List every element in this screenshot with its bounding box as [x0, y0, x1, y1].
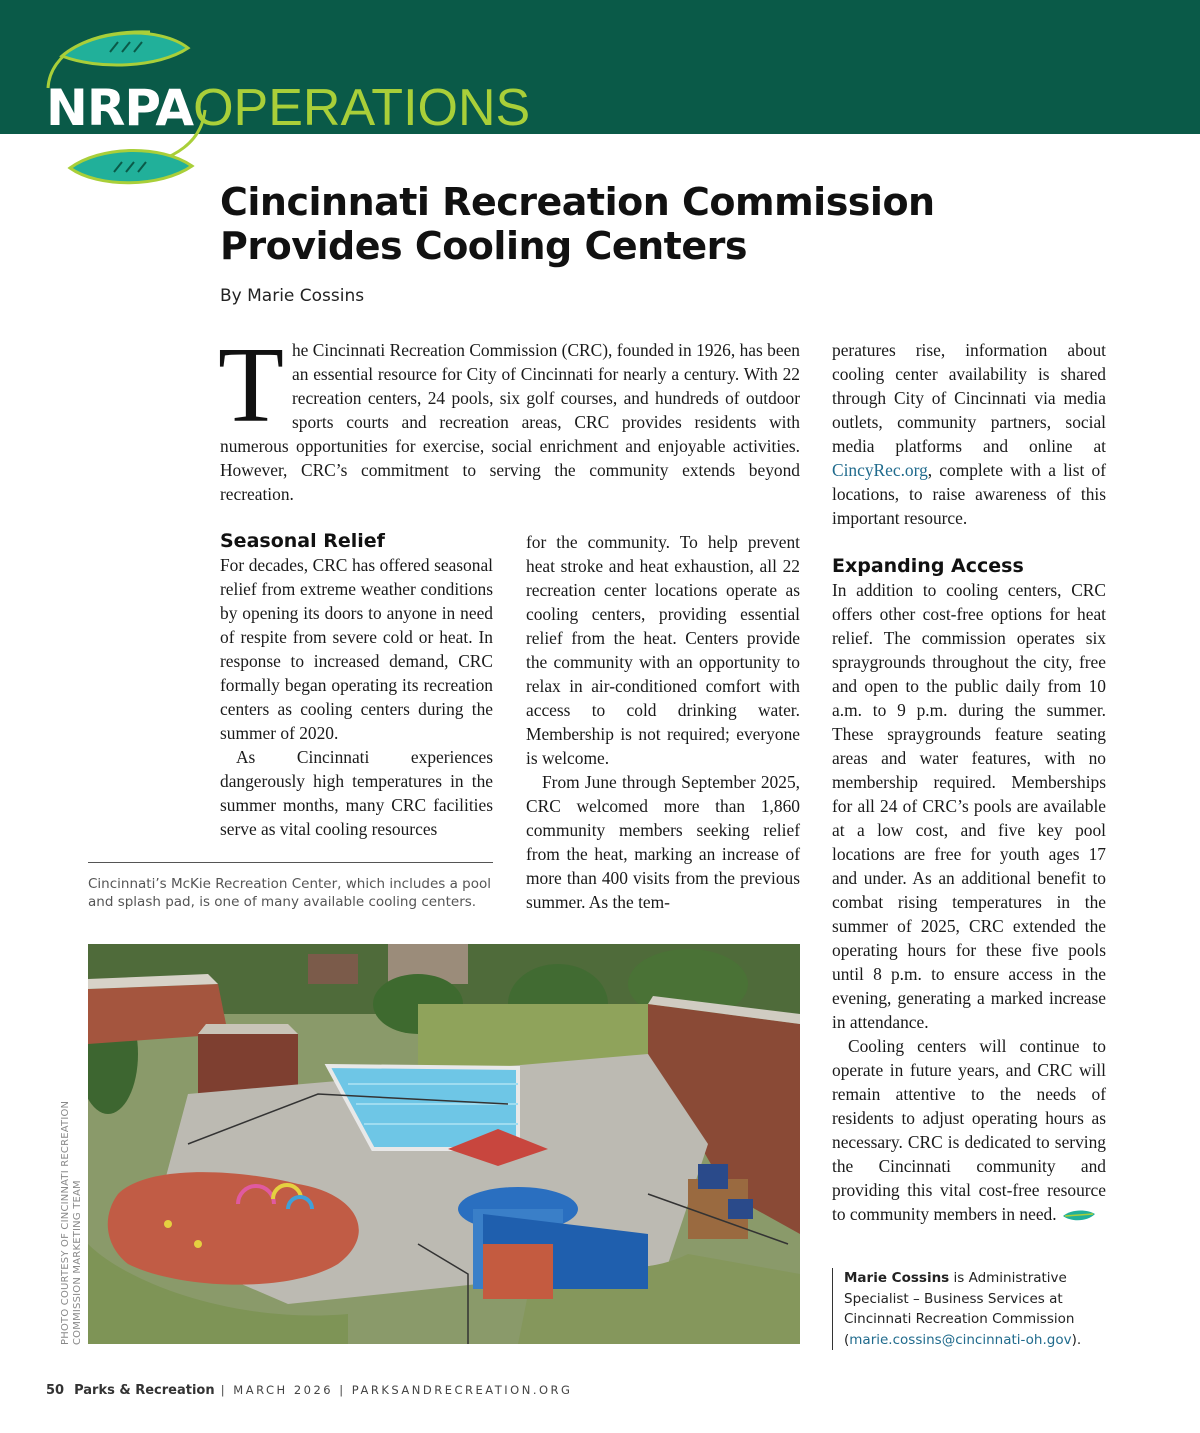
- photo-credit-line: PHOTO COURTESY OF CINCINNATI RECREATION: [60, 1100, 71, 1345]
- bio-text: is Administrative Specialist – Business Services at Cincinnati Recreation Commission (: [844, 1270, 1075, 1348]
- drop-cap: T: [218, 326, 284, 445]
- article-intro: [218, 326, 800, 506]
- brand-light: OPERATIONS: [193, 79, 531, 137]
- text-run: peratures rise, information about cooling center availability is shared through City of Cincinnati via media outlets, community partners, social media platforms and online at: [832, 340, 1106, 456]
- paragraph: for the community. To help prevent heat stroke and heat exhaustion, all 22 recreation center locations operate as cooling centers, providing essential relief from the heat. Centers provide the community with an opportunity to relax in air-conditioned comfort with access to cold drinking water. Membership is not required; everyone is welcome.: [526, 532, 800, 768]
- article-title: Cincinnati Recreation Commission Provides Cooling Centers: [220, 180, 935, 268]
- paragraph: From June through September 2025, CRC welcomed more than 1,860 community members seeking relief from the heat, marking an increase of more than 400 visits from the previous summer. As the tem-: [526, 772, 800, 912]
- section-brand: [46, 78, 530, 138]
- paragraph: In addition to cooling centers, CRC offers other cost-free options for heat relief. The commission operates six spraygrounds throughout the city, free and open to the public daily from 10 a.m. to 9 p.m. during the summer. These spraygrounds feature seating areas and water features, with no membership required. Memberships for all 24 of CRC’s pools are available at a low cost, and five key pool locations are free for youth ages 17 and under. As an additional benefit to combat rising temperatures in the summer of 2025, CRC extended the operating hours for these five pools until 8 p.m. to ensure access in the evening, generating a marked increase in attendance.: [832, 580, 1106, 1032]
- text-run: , complete with a list of locations, to raise awareness of this important resource.: [832, 460, 1106, 528]
- article-byline: By Marie Cossins: [220, 286, 365, 306]
- intro-text: he Cincinnati Recreation Commission (CRC), founded in 1926, has been an essential resource for City of Cincinnati for nearly a century. With 22 recreation centers, 24 pools, six golf courses, and hundreds of outdoor sports courts and recreation areas, CRC provides residents with numerous opportunities for exercise, social enrichment and enjoyable activities. However, CRC’s commitment to serving the community extends beyond recreation.: [220, 340, 800, 504]
- photo-credit-line: COMMISSION MARKETING TEAM: [72, 1180, 83, 1345]
- column-1: [220, 529, 493, 841]
- section-heading-seasonal-relief: Seasonal Relief: [220, 530, 385, 552]
- brand-bold: NRPA: [46, 79, 194, 137]
- cincyrec-link[interactable]: CincyRec.org: [832, 460, 928, 480]
- section-heading-expanding-access: Expanding Access: [832, 555, 1024, 577]
- photo-caption: Cincinnati’s McKie Recreation Center, which includes a pool and splash pad, is one of many available cooling centers.: [88, 876, 491, 910]
- author-email-link[interactable]: marie.cossins@cincinnati-oh.gov: [849, 1331, 1072, 1348]
- aerial-photo-recreation-center: [88, 944, 800, 1344]
- end-leaf-icon: [1061, 1209, 1097, 1223]
- paragraph: For decades, CRC has offered seasonal relief from extreme weather conditions by opening its doors to anyone in need of respite from severe cold or heat. In response to increased demand, CRC formally began operating its recreation centers as cooling centers during the summer of 2020.: [220, 555, 493, 743]
- photo-credit: [60, 1101, 84, 1345]
- text-run: Cooling centers will continue to operate in future years, and CRC will remain attentive to the needs of residents to adjust operating hours as necessary. CRC is dedicated to serving the Cincinnati community and providing this vital cost-free resource to community members in need.: [832, 1036, 1106, 1224]
- footer-issue-site: | MARCH 2026 | PARKSANDRECREATION.ORG: [214, 1383, 573, 1397]
- column-2: [526, 530, 800, 914]
- page-number: 50: [46, 1383, 65, 1398]
- page-footer: [46, 1383, 572, 1398]
- author-name: Marie Cossins: [844, 1270, 950, 1286]
- bio-end: ).: [1071, 1331, 1082, 1348]
- magazine-name: Parks & Recreation: [74, 1383, 215, 1398]
- author-bio: [832, 1268, 1124, 1350]
- paragraph: [832, 1034, 1106, 1226]
- paragraph: [832, 338, 1106, 530]
- column-3: [832, 338, 1106, 1226]
- paragraph: As Cincinnati experiences dangerously high temperatures in the summer months, many CRC facilities serve as vital cooling resources: [220, 747, 493, 839]
- caption-rule: [88, 862, 493, 863]
